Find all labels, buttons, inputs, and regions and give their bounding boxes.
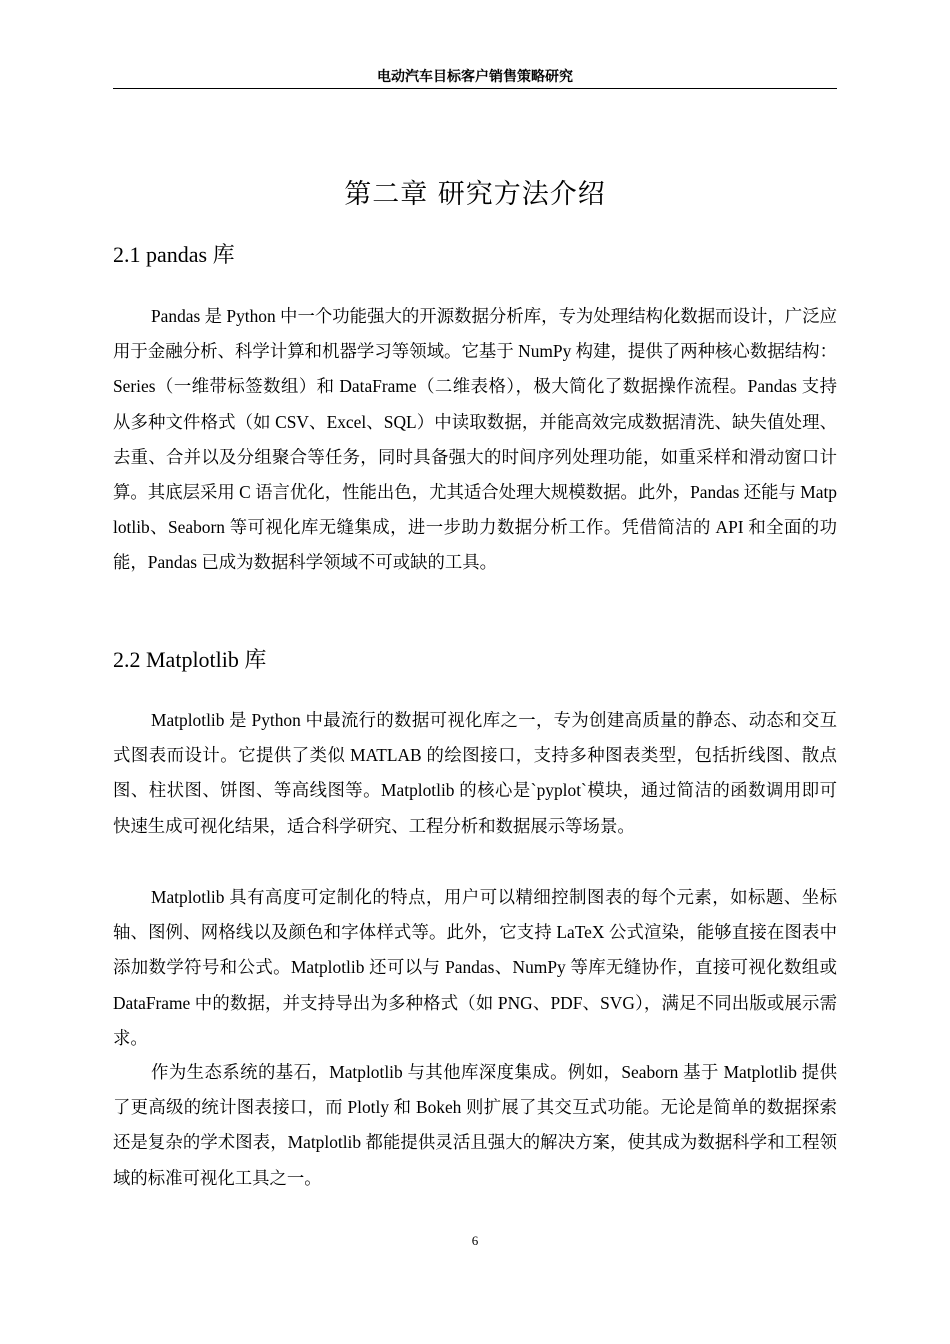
page-number: 6 bbox=[471, 1233, 479, 1248]
paragraph-matplotlib-intro: Matplotlib 是 Python 中最流行的数据可视化库之一，专为创建高质量的静态、动态和交互式图表而设计。它提供了类似 MATLAB 的绘图接口，支持多种图表类型，包括折线图、散点图、柱状图、饼图、等高线图等。Matplotlib 的核心是`pyplot`模块，通过简洁的函数调用即可快速生成可视化结果，适合科学研究、工程分析和数据展示等场景。 bbox=[113, 710, 837, 836]
paragraph-pandas-intro: Pandas 是 Python 中一个功能强大的开源数据分析库，专为处理结构化数据而设计，广泛应用于金融分析、科学计算和机器学习等领域。它基于 NumPy 构建，提供了两种核心数据结构：Series（一维带标签数组）和 DataFrame（二维表格），极大简化了数据操作流程。Pandas 支持从多种文件格式（如 CSV、Excel、SQL）中读取数据，并能高效完成数据清洗、缺失值处理、去重、合并以及分组聚合等任务，同时具备强大的时间序列处理功能，如重采样和滑动窗口计算。其底层采用 C 语言优化，性能出色，尤其适合处理大规模数据。此外，Pandas 还能与 Matplotlib、Seaborn 等可视化库无缝集成，进一步助力数据分析工作。凭借简洁的 API 和全面的功能，Pandas 已成为数据科学领域不可或缺的工具。 bbox=[113, 306, 837, 573]
section-heading-pandas: 2.1 pandas 库 bbox=[113, 242, 235, 267]
paragraph-matplotlib-ecosystem: 作为生态系统的基石，Matplotlib 与其他库深度集成。例如，Seaborn 基于 Matplotlib 提供了更高级的统计图表接口，而 Plotly 和 Bokeh 则扩展了其交互式功能。无论是简单的数据探索还是复杂的学术图表，Matplotlib 都能提供灵活且强大的解决方案，使其成为数据科学和工程领域的标准可视化工具之一。 bbox=[113, 1062, 837, 1188]
header-rule bbox=[113, 88, 837, 89]
section-heading-matplotlib: 2.2 Matplotlib 库 bbox=[113, 647, 267, 672]
paragraph-matplotlib-customization: Matplotlib 具有高度可定制化的特点，用户可以精细控制图表的每个元素，如标题、坐标轴、图例、网格线以及颜色和字体样式等。此外，它支持 LaTeX 公式渲染，能够直接在图表中添加数学符号和公式。Matplotlib 还可以与 Pandas、NumPy 等库无缝协作，直接可视化数组或 DataFrame 中的数据，并支持导出为多种格式（如 PNG、PDF、SVG），满足不同出版或展示需求。 bbox=[113, 887, 837, 1048]
running-header: 电动汽车目标客户销售策略研究 bbox=[377, 69, 573, 85]
chapter-title: 第二章 研究方法介绍 bbox=[344, 179, 606, 210]
